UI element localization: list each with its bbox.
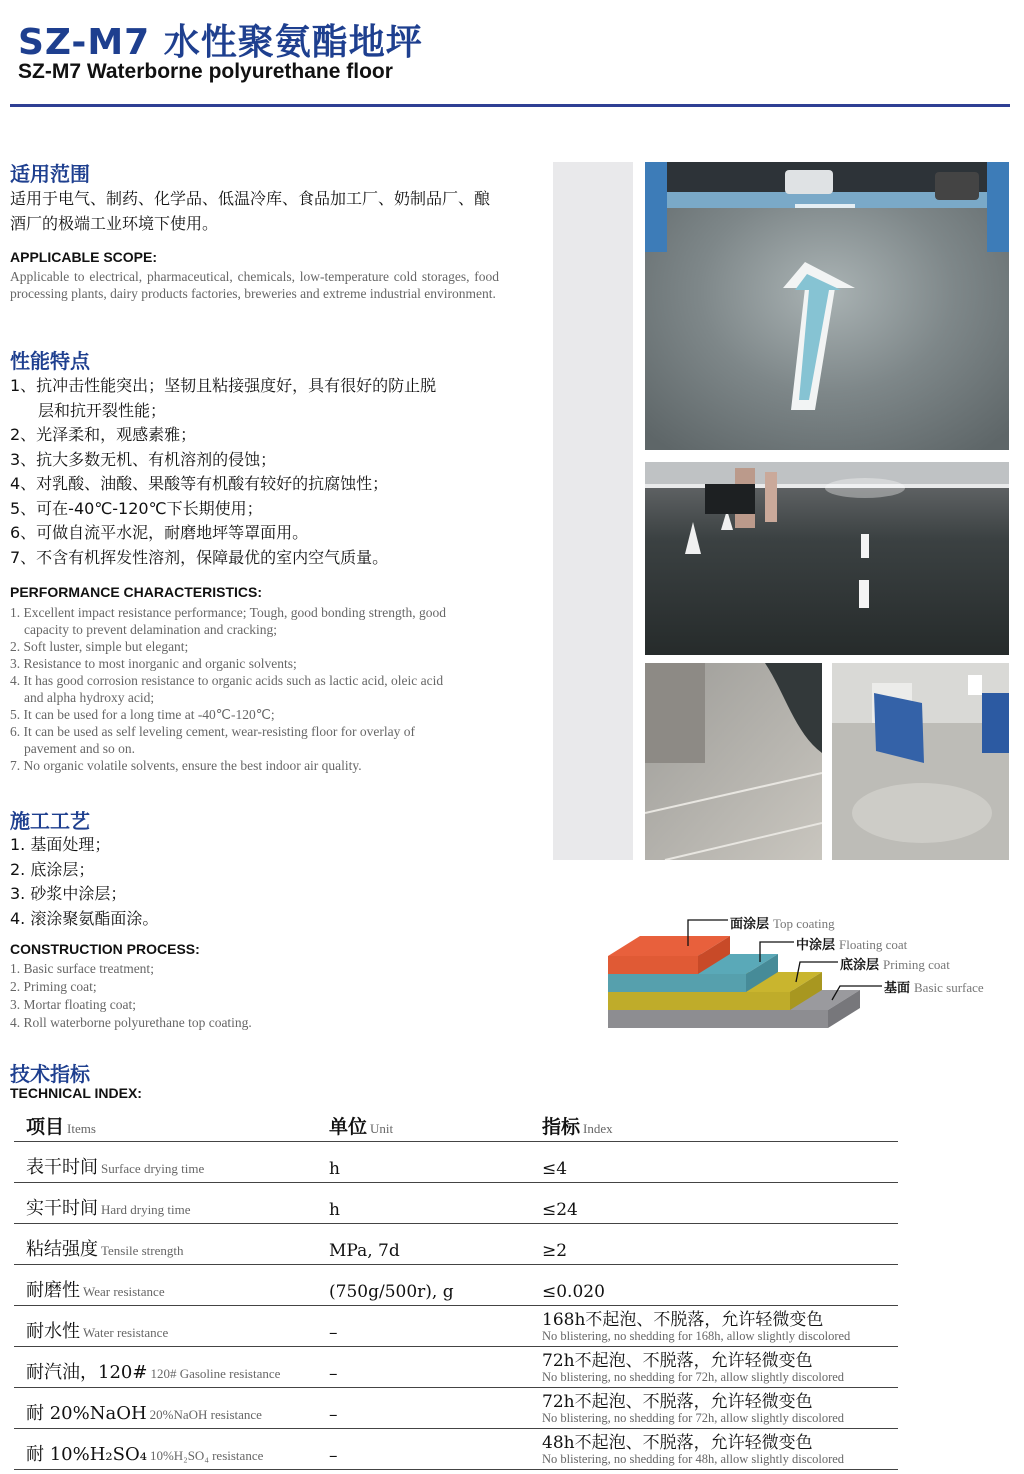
list-item: 3、抗大多数无机、有机溶剂的侵蚀；	[10, 449, 277, 469]
performance-heading-en: PERFORMANCE CHARACTERISTICS:	[10, 584, 262, 600]
performance-list-cn	[10, 374, 510, 570]
photo-room-floor	[832, 663, 1009, 860]
tech-heading-en: TECHNICAL INDEX:	[10, 1085, 142, 1101]
table-row: 耐 20%NaOH 20%NaOH resistance – 72h不起泡、不脱落，允许轻微变色 No blistering, no shedding for 72h, allow slightly discolored	[14, 1388, 898, 1429]
list-item: 4. It has good corrosion resistance to organic acids such as lactic acid, oleic acid and alpha hydroxy acid;	[10, 673, 444, 705]
layer-diagram	[600, 910, 1000, 1035]
list-item: 2. 底涂层；	[10, 859, 95, 879]
performance-list-en	[10, 604, 510, 774]
list-item: 1. Excellent impact resistance performance; Tough, good bonding strength, good capacity to prevent delamination and cracking;	[10, 605, 446, 637]
page-title: SZ-M7 水性聚氨酯地坪	[18, 22, 423, 63]
scope-heading-en: APPLICABLE SCOPE:	[10, 249, 158, 265]
list-item: 5、可在-40℃-120℃下长期使用；	[10, 498, 263, 518]
list-item: 4. 滚涂聚氨酯面涂。	[10, 908, 159, 928]
table-row: 耐 10%H₂SO₄ 10%H₂SO₄ resistance – 48h不起泡、不脱落，允许轻微变色 No blistering, no shedding for 48h, allow slightly discolored	[14, 1429, 898, 1470]
list-item: 6、可做自流平水泥，耐磨地坪等罩面用。	[10, 523, 309, 542]
col-header-items: 项目 Items	[14, 1108, 317, 1142]
list-item: 1. 基面处理；	[10, 835, 111, 854]
list-item: 4、对乳酸、油酸、果酸等有机酸有较好的抗腐蚀性；	[10, 474, 389, 493]
list-item: 3. Mortar floating coat;	[10, 997, 136, 1012]
list-item: 7、不含有机挥发性溶剂，保障最优的室内空气质量。	[10, 547, 389, 567]
list-item: 3. 砂浆中涂层；	[10, 884, 127, 903]
page-subtitle: SZ-M7 Waterborne polyurethane floor	[18, 60, 393, 83]
layer-label-floating: 中涂层 Floating coat	[796, 937, 908, 953]
col-header-index: 指标 Index	[530, 1108, 898, 1142]
list-item: 3. Resistance to most inorganic and organic solvents;	[10, 656, 297, 671]
table-row: 表干时间 Surface drying time h ≤4	[14, 1142, 898, 1183]
list-item: 2. Soft luster, simple but elegant;	[10, 639, 189, 654]
scope-heading-cn: 适用范围	[10, 162, 90, 186]
list-item: 1. Basic surface treatment;	[10, 961, 154, 976]
construction-heading-en: CONSTRUCTION PROCESS:	[10, 941, 200, 957]
table-header-row	[14, 1108, 898, 1142]
list-item: 6. It can be used as self leveling cement, wear-resisting floor for overlay of pavement and so on.	[10, 724, 415, 756]
table-row: 耐水性 Water resistance – 168h不起泡、不脱落，允许轻微变色 No blistering, no shedding for 168h, allow slightly discolored	[14, 1306, 898, 1347]
list-item: 1、抗冲击性能突出；坚韧且粘接强度好，具有很好的防止脱 层和抗开裂性能；	[10, 376, 437, 420]
list-item: 7. No organic volatile solvents, ensure the best indoor air quality.	[10, 758, 362, 773]
list-item: 2. Priming coat;	[10, 979, 97, 994]
table-row: 耐磨性 Wear resistance (750g/500r), g ≤0.020	[14, 1265, 898, 1306]
performance-heading-cn: 性能特点	[10, 349, 90, 373]
photo-parking-arrow	[645, 162, 1009, 450]
photo-side-bar	[553, 162, 633, 860]
table-row: 粘结强度 Tensile strength MPa, 7d ≥2	[14, 1224, 898, 1265]
table-row: 实干时间 Hard drying time h ≤24	[14, 1183, 898, 1224]
construction-list-cn	[10, 833, 310, 931]
construction-list-en	[10, 960, 410, 1032]
tech-heading-cn: 技术指标	[10, 1062, 90, 1086]
list-item: 2、光泽柔和，观感素雅；	[10, 425, 197, 444]
construction-heading-cn: 施工工艺	[10, 809, 90, 833]
layer-label-priming: 底涂层 Priming coat	[840, 957, 950, 973]
tech-table	[14, 1108, 898, 1470]
header-divider	[10, 104, 1010, 107]
scope-text-en: Applicable to electrical, pharmaceutical, chemicals, low-temperature cold storages, food processing plants, dairy products factories, breweries and extreme industrial environment.	[10, 269, 499, 301]
photo-hall-floor	[645, 663, 822, 860]
scope-text-cn: 适用于电气、制药、化学品、低温冷库、食品加工厂、奶制品厂、酿酒厂的极端工业环境下使用。	[10, 189, 491, 233]
list-item: 5. It can be used for a long time at -40℃-120℃;	[10, 707, 275, 722]
list-item: 4. Roll waterborne polyurethane top coating.	[10, 1015, 252, 1030]
table-row: 耐汽油，120# 120# Gasoline resistance – 72h不起泡、不脱落，允许轻微变色 No blistering, no shedding for 72h, allow slightly discolored	[14, 1347, 898, 1388]
layer-label-top: 面涂层 Top coating	[730, 916, 835, 932]
col-header-unit: 单位 Unit	[317, 1108, 530, 1142]
photo-parking-lane	[645, 462, 1009, 655]
layer-label-base: 基面 Basic surface	[884, 980, 984, 996]
